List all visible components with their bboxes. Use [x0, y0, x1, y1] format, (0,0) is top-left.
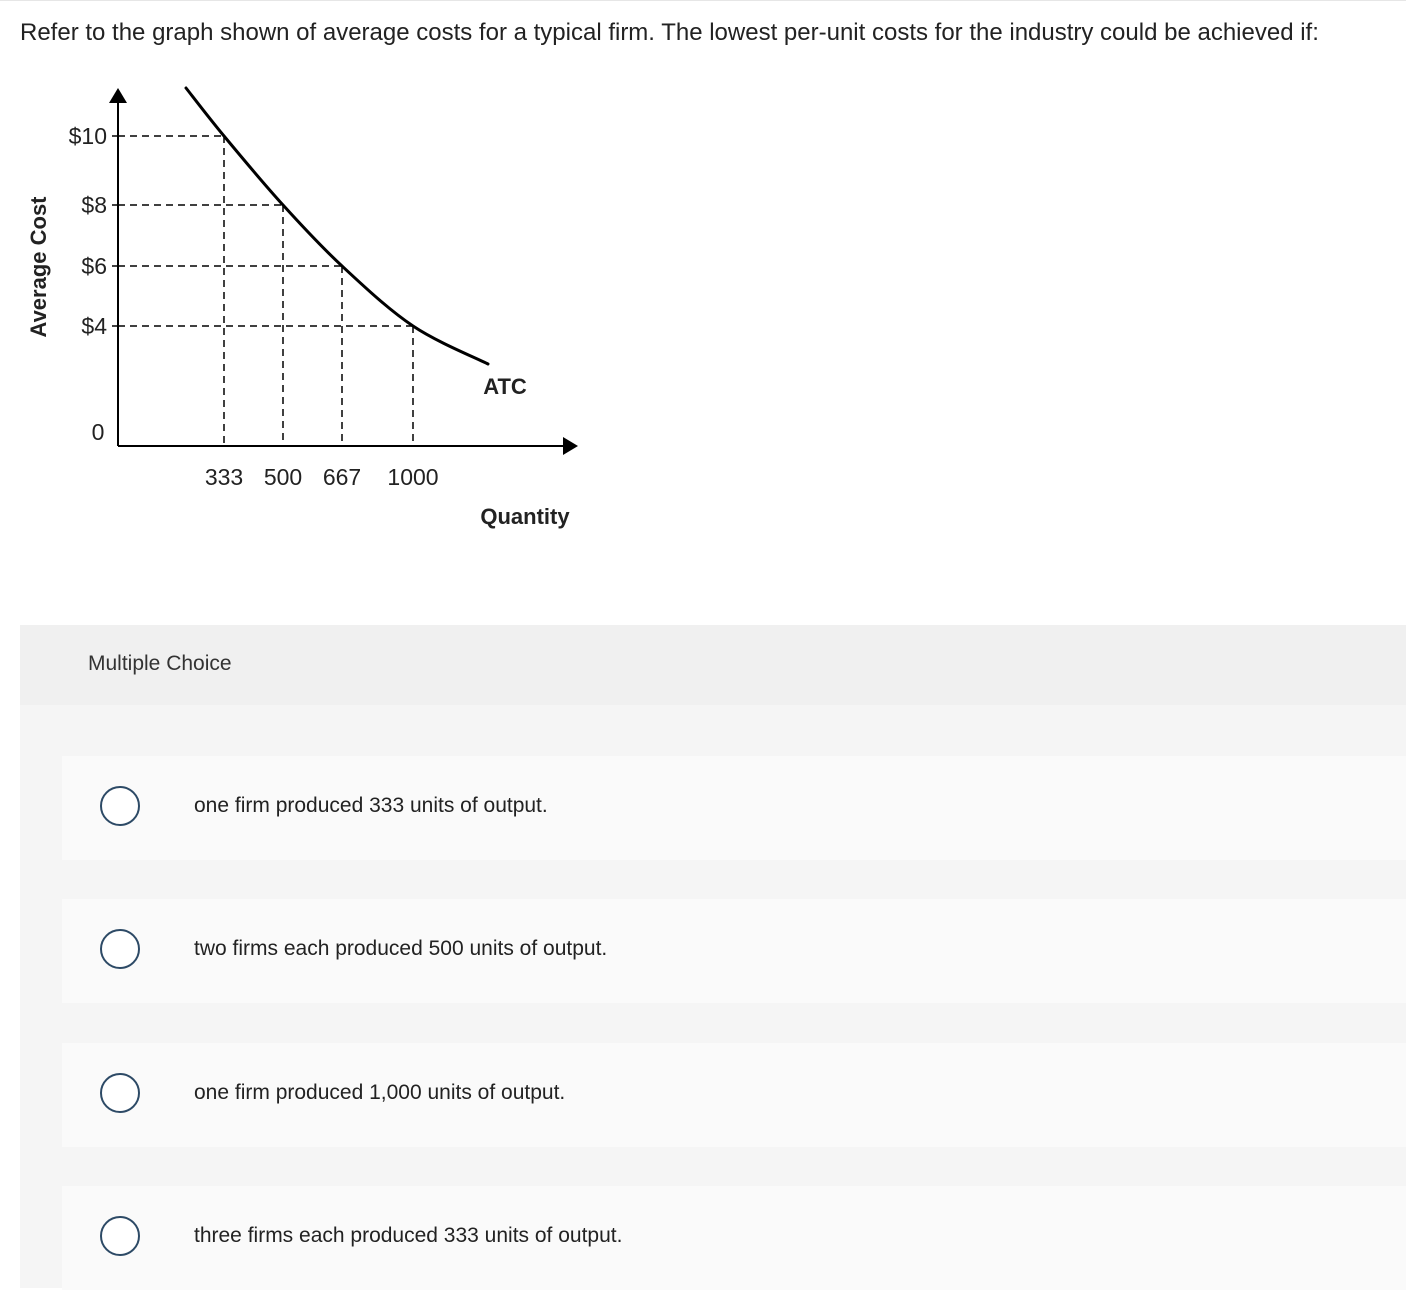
axes	[109, 88, 578, 455]
y-tick-label: $10	[68, 123, 107, 149]
answer-option-3[interactable]	[62, 1043, 1406, 1147]
answer-option-text: one firm produced 1,000 units of output.	[194, 1081, 566, 1104]
atc-graph-svg	[0, 70, 620, 550]
x-tick-label: 1000	[387, 464, 439, 490]
atc-graph	[0, 70, 620, 550]
answer-option-1[interactable]	[62, 756, 1406, 860]
x-tick-label: 333	[204, 464, 244, 490]
origin-label: 0	[91, 419, 105, 445]
y-tick-label: $6	[81, 253, 107, 279]
top-divider	[0, 0, 1406, 1]
atc-series-label: ATC	[483, 374, 527, 399]
answer-option-text: one firm produced 333 units of output.	[194, 794, 548, 817]
x-axis-arrow	[563, 437, 578, 455]
multiple-choice-panel	[20, 625, 1406, 1288]
answer-option-text: three firms each produced 333 units of output.	[194, 1224, 623, 1247]
y-axis-arrow	[109, 88, 127, 103]
y-tick-labels	[69, 123, 118, 339]
x-axis-label: Quantity	[480, 504, 570, 529]
x-tick-label: 500	[263, 464, 303, 490]
radio-button-icon[interactable]	[100, 1216, 140, 1256]
question-text: Refer to the graph shown of average costs for a typical firm. The lowest per-unit costs for the industry could be achieved if:	[20, 19, 1319, 46]
answer-option-2[interactable]	[62, 899, 1406, 1003]
radio-button-icon[interactable]	[100, 929, 140, 969]
answer-option-4[interactable]	[62, 1186, 1406, 1290]
multiple-choice-label: Multiple Choice	[88, 652, 232, 675]
x-tick-label: 667	[322, 464, 362, 490]
radio-button-icon[interactable]	[100, 786, 140, 826]
answer-option-text: two firms each produced 500 units of output.	[194, 937, 608, 960]
y-tick-label: $8	[81, 192, 107, 218]
x-tick-labels	[205, 464, 439, 490]
y-axis-label: Average Cost	[26, 196, 51, 338]
multiple-choice-header	[20, 625, 1406, 705]
radio-button-icon[interactable]	[100, 1073, 140, 1113]
y-tick-label: $4	[81, 313, 107, 339]
atc-curve	[186, 88, 488, 364]
